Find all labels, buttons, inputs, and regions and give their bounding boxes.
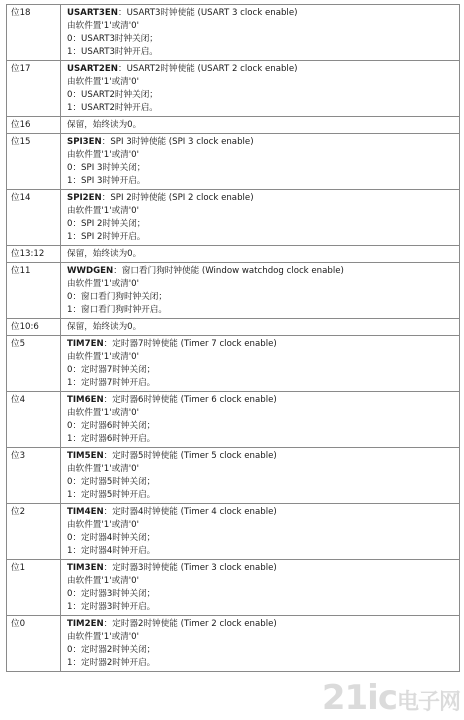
bit-description: [61, 560, 460, 616]
description-line: 0：USART2时钟关闭；: [67, 90, 158, 100]
bit-description: [61, 392, 460, 448]
bit-description: [61, 190, 460, 246]
description-line: 1：窗口看门狗时钟开启。: [67, 305, 167, 315]
bit-description: [61, 246, 460, 263]
description-line: 1：SPI 3时钟开启。: [67, 176, 146, 186]
bit-position: 位10:6: [7, 319, 61, 336]
field-title: ：SPI 3时钟使能 (SPI 3 clock enable): [101, 137, 254, 147]
description-line: 1：定时器4时钟开启。: [67, 546, 156, 556]
register-bit-table: [6, 4, 460, 672]
description-line: 1：定时器7时钟开启。: [67, 378, 156, 388]
description-line: 1：USART2时钟开启。: [67, 103, 158, 113]
bit-position: 位1: [7, 560, 61, 616]
description-line: 保留，始终读为0。: [67, 322, 142, 332]
bit-description: [61, 61, 460, 117]
field-title: ：定时器4时钟使能 (Timer 4 clock enable): [103, 507, 277, 517]
description-line: 由软件置'1'或清'0': [67, 520, 139, 530]
field-title: ：定时器5时钟使能 (Timer 5 clock enable): [103, 451, 277, 461]
field-name: WWDGEN: [67, 266, 114, 276]
description-line: 1：SPI 2时钟开启。: [67, 232, 146, 242]
field-title: ：定时器6时钟使能 (Timer 6 clock enable): [103, 395, 277, 405]
watermark-suffix: 电子网: [396, 690, 460, 715]
field-name: TIM5EN: [67, 451, 104, 461]
bit-position: 位2: [7, 504, 61, 560]
field-title: ：定时器7时钟使能 (Timer 7 clock enable): [103, 339, 277, 349]
bit-position: 位15: [7, 134, 61, 190]
field-heading: [67, 63, 459, 76]
register-row: [7, 117, 460, 134]
field-heading: [67, 136, 459, 149]
field-name: TIM6EN: [67, 395, 104, 405]
description-line: 0：定时器7时钟关闭；: [67, 365, 156, 375]
register-row: [7, 263, 460, 319]
register-row: [7, 448, 460, 504]
register-row: [7, 5, 460, 61]
bit-position: 位16: [7, 117, 61, 134]
field-name: TIM3EN: [67, 563, 104, 573]
field-name: TIM7EN: [67, 339, 104, 349]
bit-description: [61, 5, 460, 61]
field-heading: [67, 618, 459, 631]
bit-position: 位4: [7, 392, 61, 448]
field-name: SPI2EN: [67, 193, 102, 203]
bit-description: [61, 134, 460, 190]
register-row: [7, 190, 460, 246]
bit-position: 位3: [7, 448, 61, 504]
bit-description: [61, 448, 460, 504]
description-line: 1：USART3时钟开启。: [67, 47, 158, 57]
description-line: 0：USART3时钟关闭；: [67, 34, 158, 44]
bit-description: [61, 616, 460, 672]
field-title: ：SPI 2时钟使能 (SPI 2 clock enable): [101, 193, 254, 203]
register-row: [7, 336, 460, 392]
register-row: [7, 616, 460, 672]
description-line: 由软件置'1'或清'0': [67, 576, 139, 586]
field-name: TIM2EN: [67, 619, 104, 629]
description-line: 0：定时器4时钟关闭；: [67, 533, 156, 543]
register-row: [7, 504, 460, 560]
description-line: 由软件置'1'或清'0': [67, 77, 139, 87]
description-line: 由软件置'1'或清'0': [67, 279, 139, 289]
description-line: 1：定时器2时钟开启。: [67, 658, 156, 668]
description-line: 0：定时器3时钟关闭；: [67, 589, 156, 599]
bit-position: 位5: [7, 336, 61, 392]
description-line: 由软件置'1'或清'0': [67, 352, 139, 362]
description-line: 0：SPI 2时钟关闭；: [67, 219, 146, 229]
description-line: 由软件置'1'或清'0': [67, 632, 139, 642]
field-heading: [67, 7, 459, 20]
description-line: 保留，始终读为0。: [67, 249, 142, 259]
register-row: [7, 392, 460, 448]
field-heading: [67, 450, 459, 463]
field-name: TIM4EN: [67, 507, 104, 517]
bit-description: [61, 117, 460, 134]
description-line: 由软件置'1'或清'0': [67, 408, 139, 418]
field-heading: [67, 265, 459, 278]
bit-description: [61, 504, 460, 560]
description-line: 保留，始终读为0。: [67, 120, 142, 130]
description-line: 由软件置'1'或清'0': [67, 206, 139, 216]
watermark-main: 21ic: [321, 678, 397, 718]
register-bit-table-body: [7, 5, 460, 672]
field-heading: [67, 394, 459, 407]
field-title: ：定时器3时钟使能 (Timer 3 clock enable): [103, 563, 277, 573]
field-name: USART3EN: [67, 8, 118, 18]
register-row: [7, 319, 460, 336]
field-title: ：定时器2时钟使能 (Timer 2 clock enable): [103, 619, 277, 629]
description-line: 0：定时器5时钟关闭；: [67, 477, 156, 487]
description-line: 0：SPI 3时钟关闭；: [67, 163, 146, 173]
bit-description: [61, 319, 460, 336]
description-line: 由软件置'1'或清'0': [67, 21, 139, 31]
description-line: 1：定时器6时钟开启。: [67, 434, 156, 444]
register-row: [7, 246, 460, 263]
register-row: [7, 61, 460, 117]
field-name: USART2EN: [67, 64, 118, 74]
register-row: [7, 134, 460, 190]
field-title: ：窗口看门狗时钟使能 (Window watchdog clock enable): [113, 266, 344, 276]
field-heading: [67, 192, 459, 205]
site-watermark-logo: [322, 678, 460, 718]
field-title: ：USART2时钟使能 (USART 2 clock enable): [117, 64, 298, 74]
bit-position: 位14: [7, 190, 61, 246]
field-heading: [67, 562, 459, 575]
field-heading: [67, 506, 459, 519]
description-line: 1：定时器3时钟开启。: [67, 602, 156, 612]
description-line: 0：定时器2时钟关闭；: [67, 645, 156, 655]
field-heading: [67, 338, 459, 351]
bit-position: 位18: [7, 5, 61, 61]
description-line: 由软件置'1'或清'0': [67, 464, 139, 474]
field-title: ：USART3时钟使能 (USART 3 clock enable): [117, 8, 298, 18]
register-row: [7, 560, 460, 616]
bit-position: 位17: [7, 61, 61, 117]
bit-position: 位11: [7, 263, 61, 319]
description-line: 由软件置'1'或清'0': [67, 150, 139, 160]
description-line: 1：定时器5时钟开启。: [67, 490, 156, 500]
description-line: 0：定时器6时钟关闭；: [67, 421, 156, 431]
bit-description: [61, 263, 460, 319]
bit-position: 位13:12: [7, 246, 61, 263]
bit-position: 位0: [7, 616, 61, 672]
description-line: 0：窗口看门狗时钟关闭；: [67, 292, 167, 302]
bit-description: [61, 336, 460, 392]
field-name: SPI3EN: [67, 137, 102, 147]
